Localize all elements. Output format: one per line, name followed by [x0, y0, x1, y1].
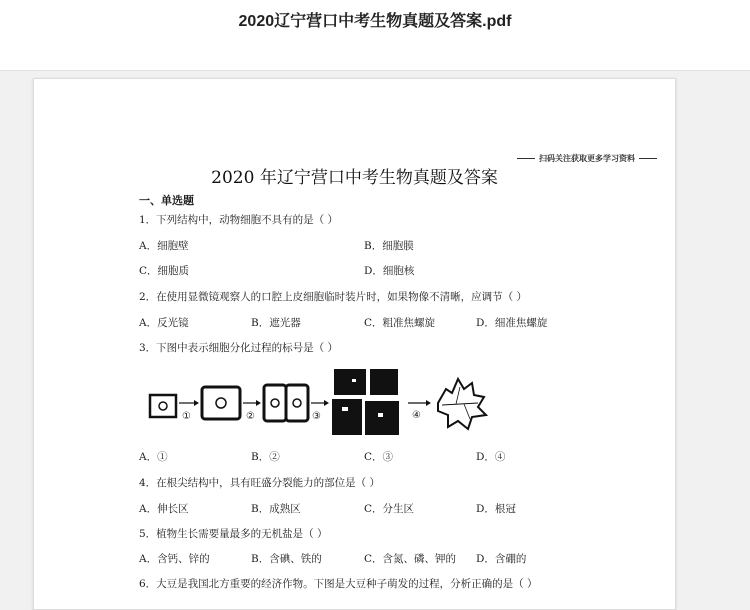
question-2-option-d: D．细准焦螺旋	[476, 317, 548, 329]
question-5-option-c: C．含氮、磷、钾的	[364, 553, 457, 565]
question-5-option-a: A．含钙、锌的	[139, 553, 210, 565]
question-4-option-b: B．成熟区	[251, 503, 301, 515]
question-3-option-c: C．③	[364, 451, 394, 463]
figure-label-1: ①	[182, 411, 191, 422]
question-1-option-b: B．细胞膜	[364, 240, 414, 252]
question-1-option-d: D．细胞核	[364, 265, 415, 277]
question-4-stem: 4．在根尖结构中，具有旺盛分裂能力的部位是（ ）	[139, 477, 381, 489]
enlarged-cell	[202, 387, 240, 419]
figure-label-2: ②	[246, 411, 255, 422]
leaf-icon	[438, 379, 486, 429]
question-4-option-d: D．根冠	[476, 503, 516, 515]
question-4-option-a: A．伸长区	[139, 503, 189, 515]
single-cell	[150, 395, 176, 417]
figure-label-4: ④	[412, 410, 421, 421]
scan-note-rule-left	[517, 158, 535, 159]
question-2-stem: 2．在使用显微镜观察人的口腔上皮细胞临时装片时，如果物像不清晰，应调节（ ）	[139, 291, 528, 303]
file-title: 2020辽宁营口中考生物真题及答案.pdf	[238, 13, 512, 30]
question-5-option-b: B．含碘、铁的	[251, 553, 322, 565]
arrow-1	[179, 400, 199, 422]
question-5-stem: 5．植物生长需要量最多的无机盐是（ ）	[139, 528, 328, 540]
question-5-option-d: D．含硼的	[476, 553, 527, 565]
question-3-option-b: B．②	[251, 451, 280, 463]
question-3-option-d: D．④	[476, 451, 506, 463]
question-4-option-c: C．分生区	[364, 503, 415, 515]
scan-note-rule-right	[639, 158, 657, 159]
figure-label-3: ③	[312, 411, 321, 422]
cell-differentiation-figure	[146, 367, 506, 443]
pdf-page[interactable]	[33, 78, 676, 610]
scan-note-text: 扫码关注获取更多学习资料	[539, 154, 635, 163]
cell-mass	[332, 369, 399, 435]
question-1-option-a: A．细胞壁	[139, 240, 189, 252]
question-3-option-a: A．①	[139, 451, 168, 463]
question-2-option-b: B．遮光器	[251, 317, 301, 329]
question-2-option-a: A．反光镜	[139, 317, 189, 329]
viewer-header	[0, 0, 750, 71]
question-3-stem: 3．下图中表示细胞分化过程的标号是（ ）	[139, 342, 339, 354]
question-6-stem: 6．大豆是我国北方重要的经济作物。下图是大豆种子萌发的过程，分析正确的是（ ）	[139, 578, 538, 590]
divided-cells	[264, 385, 308, 421]
question-1-option-c: C．细胞质	[139, 265, 190, 277]
document-title: 2020 年辽宁营口中考生物真题及答案	[211, 168, 498, 188]
question-2-option-c: C．粗准焦螺旋	[364, 317, 436, 329]
section-heading: 一、单选题	[139, 194, 194, 207]
arrow-2	[243, 400, 261, 422]
question-1-stem: 1．下列结构中，动物细胞不具有的是（ ）	[139, 214, 339, 226]
arrow-4	[408, 400, 431, 421]
arrow-3	[311, 400, 329, 422]
